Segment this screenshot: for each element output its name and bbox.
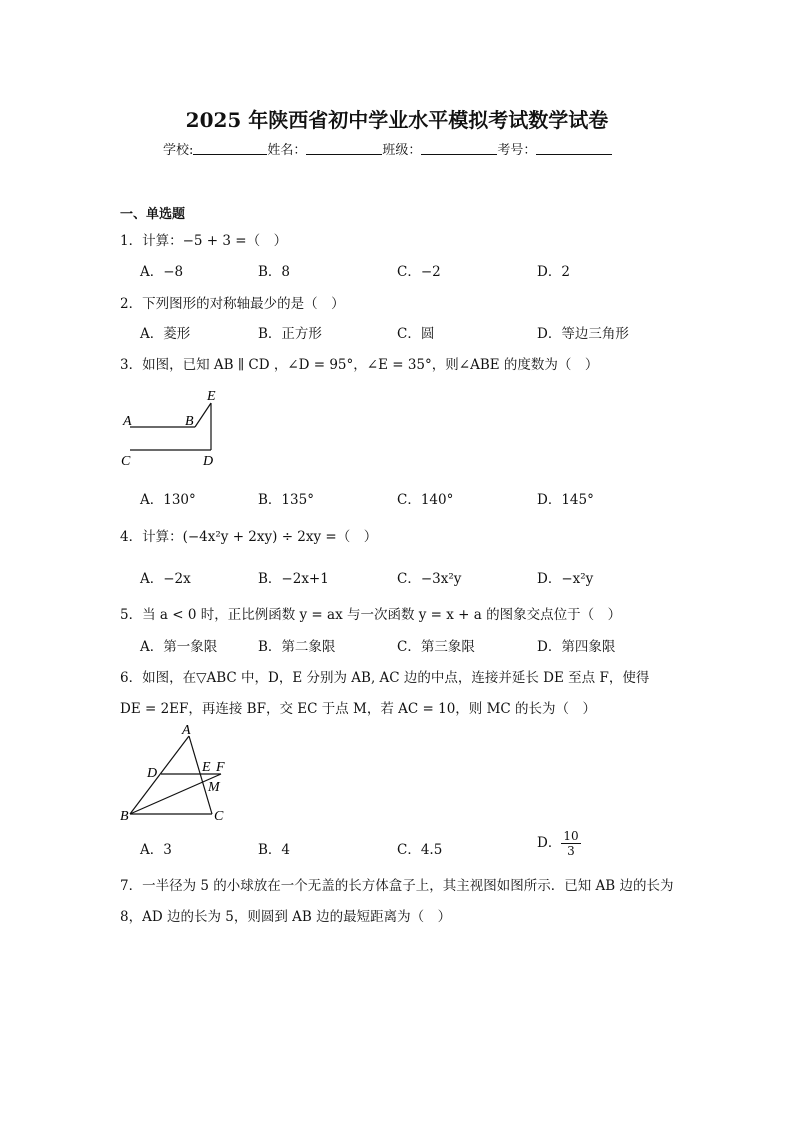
label-a: A bbox=[182, 723, 191, 738]
question-3-figure bbox=[115, 385, 225, 470]
section-heading: 一、单选题 bbox=[120, 207, 186, 222]
label-m: M bbox=[208, 780, 220, 795]
question-5-stem: 5．当 a < 0 时，正比例函数 y = ax 与一次函数 y = x + a 的图象交点位于（ ） bbox=[120, 607, 622, 623]
label-a: A bbox=[123, 414, 132, 429]
question-7-stem-line2: 8，AD 边的长为 5，则圆到 AB 边的最短距离为（ ） bbox=[120, 909, 452, 925]
question-1-option-b: B．8 bbox=[258, 264, 291, 280]
question-6-option-c: C．4.5 bbox=[397, 842, 443, 858]
question-5-option-a: A．第一象限 bbox=[140, 639, 218, 655]
exam-no-label: 考号： bbox=[497, 143, 537, 158]
question-3-option-b: B．135° bbox=[258, 492, 314, 508]
option-d-prefix: D． bbox=[537, 835, 562, 851]
school-blank bbox=[193, 142, 267, 155]
label-d: D bbox=[203, 454, 214, 469]
question-1-stem: 1．计算：−5 + 3 =（ ） bbox=[120, 233, 288, 249]
label-b: B bbox=[185, 414, 194, 429]
question-1-option-d: D．2 bbox=[537, 264, 570, 280]
question-2-stem: 2．下列图形的对称轴最少的是（ ） bbox=[120, 296, 345, 312]
label-b: B bbox=[120, 809, 129, 824]
question-5-option-d: D．第四象限 bbox=[537, 639, 616, 655]
question-4-option-b: B．−2x+1 bbox=[258, 571, 329, 587]
question-6-figure bbox=[115, 722, 240, 827]
question-1-option-c: C．−2 bbox=[397, 264, 441, 280]
exam-no-blank bbox=[536, 142, 612, 155]
question-2-option-a: A．菱形 bbox=[140, 326, 191, 342]
question-5-option-c: C．第三象限 bbox=[397, 639, 475, 655]
label-c: C bbox=[214, 809, 224, 824]
question-2-option-b: B．正方形 bbox=[258, 326, 322, 342]
label-e: E bbox=[202, 760, 211, 775]
label-f: F bbox=[216, 760, 225, 775]
question-2-option-c: C．圆 bbox=[397, 326, 435, 342]
question-4-stem: 4．计算：(−4x²y + 2xy) ÷ 2xy =（ ） bbox=[120, 529, 378, 545]
name-blank bbox=[306, 142, 382, 155]
class-blank bbox=[421, 142, 497, 155]
question-1-option-a: A．−8 bbox=[140, 264, 184, 280]
question-4-option-c: C．−3x²y bbox=[397, 571, 462, 587]
segment-ab bbox=[130, 736, 189, 814]
question-4-option-a: A．−2x bbox=[140, 571, 191, 587]
student-info-line bbox=[163, 139, 612, 158]
question-6-option-b: B．4 bbox=[258, 842, 291, 858]
question-6-option-a: A．3 bbox=[140, 842, 172, 858]
question-3-option-a: A．130° bbox=[140, 492, 196, 508]
segment-be bbox=[195, 403, 211, 427]
question-6-stem-line2: DE = 2EF，再连接 BF，交 EC 于点 M，若 AC = 10，则 MC 的长为（ ） bbox=[120, 701, 597, 717]
fraction-numerator: 10 bbox=[563, 829, 579, 843]
question-6-stem-line1: 6．如图，在▽ABC 中，D，E 分别为 AB, AC 边的中点，连接并延长 DE 至点 F，使得 bbox=[120, 670, 650, 686]
question-5-option-b: B．第二象限 bbox=[258, 639, 336, 655]
question-3-stem: 3．如图，已知 AB ∥ CD ，∠D = 95°，∠E = 35°，则∠ABE 的度数为（ ） bbox=[120, 357, 599, 373]
question-4-option-d: D．−x²y bbox=[537, 571, 594, 587]
question-2-option-d: D．等边三角形 bbox=[537, 326, 629, 342]
question-6-option-d bbox=[537, 829, 581, 858]
school-label: 学校: bbox=[163, 143, 194, 158]
fraction-denominator: 3 bbox=[567, 844, 575, 858]
class-label: 班级： bbox=[382, 143, 422, 158]
question-3-option-c: C．140° bbox=[397, 492, 454, 508]
label-d: D bbox=[147, 766, 158, 781]
label-c: C bbox=[121, 454, 131, 469]
option-d-fraction bbox=[561, 829, 580, 858]
question-7-stem-line1: 7．一半径为 5 的小球放在一个无盖的长方体盒子上，其主视图如图所示．已知 AB 边的长为 bbox=[120, 878, 674, 894]
page-title: 2025 年陕西省初中学业水平模拟考试数学试卷 bbox=[185, 108, 609, 132]
name-label: 姓名： bbox=[267, 143, 307, 158]
segment-ac bbox=[189, 736, 212, 814]
label-e: E bbox=[207, 389, 216, 404]
question-3-option-d: D．145° bbox=[537, 492, 594, 508]
